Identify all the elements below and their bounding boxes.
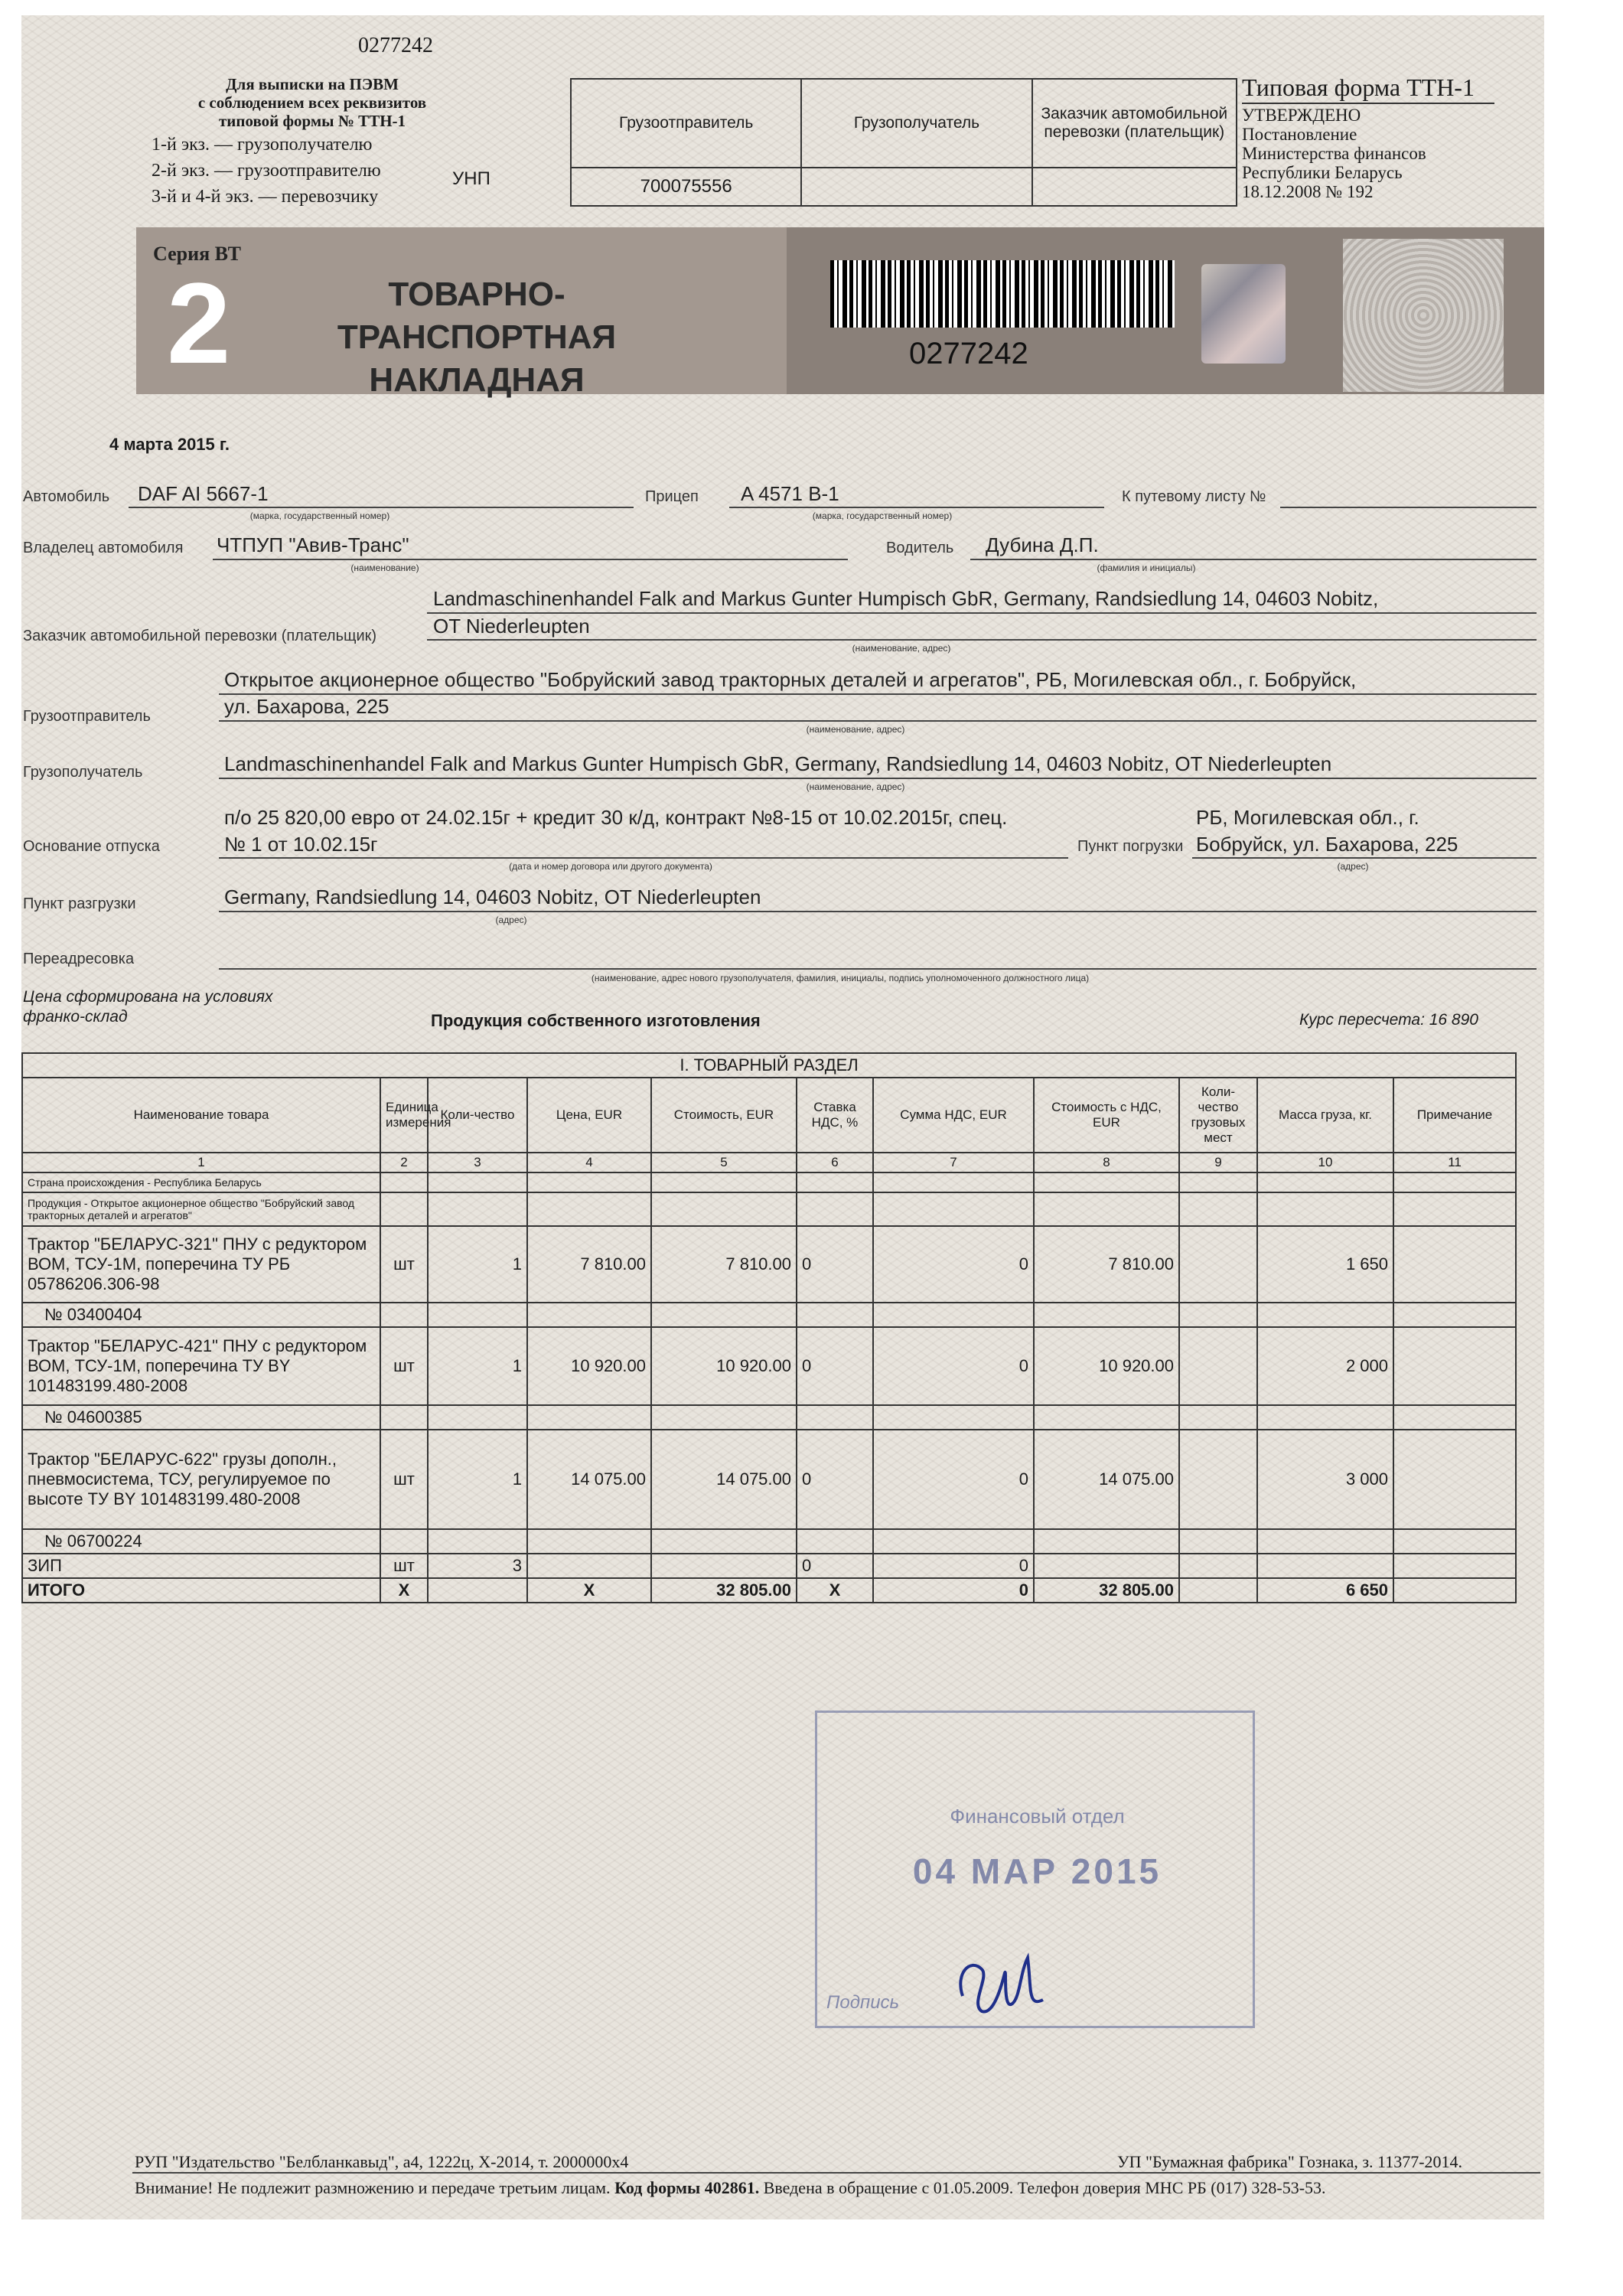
stamp-date: 04 МАР 2015	[912, 1851, 1162, 1891]
total-vat-rate: Х	[797, 1578, 873, 1603]
copy-line: 3-й и 4-й экз. — перевозчику	[152, 187, 379, 207]
approved-line: УТВЕРЖДЕНО	[1242, 106, 1361, 125]
col-number: 8	[1034, 1153, 1179, 1172]
exchange-rate: Курс пересчета: 16 890	[1299, 1011, 1478, 1029]
item-cost: 14 075.00	[651, 1430, 797, 1529]
table-row	[22, 1327, 1516, 1405]
total-vat-sum: 0	[873, 1578, 1034, 1603]
item-mass: 3 000	[1257, 1430, 1393, 1529]
readdress-underline	[219, 968, 1537, 970]
pc-note-line: с соблюдением всех реквизитов	[197, 93, 427, 112]
item-vat-rate: 0	[797, 1226, 873, 1303]
total-row	[22, 1578, 1516, 1603]
driver-underline	[970, 559, 1537, 560]
producer-note: Продукция - Открытое акционерное общество "Бобруйский завод тракторных деталей и агрегатов"	[22, 1192, 380, 1226]
col-header-places: Коли-чество грузовых мест	[1179, 1078, 1257, 1153]
col-number: 11	[1393, 1153, 1516, 1172]
top-form-number: 0277242	[358, 34, 433, 57]
col-number: 2	[380, 1153, 428, 1172]
item-qty: 1	[428, 1430, 527, 1529]
consignee-label: Грузополучатель	[23, 764, 143, 781]
driver-caption: (фамилия и инициалы)	[1097, 563, 1196, 573]
table-row	[22, 1430, 1516, 1529]
item-places	[1179, 1430, 1257, 1529]
item-total: 14 075.00	[1034, 1430, 1179, 1529]
waybill-underline	[1280, 507, 1537, 508]
driver-label: Водитель	[886, 540, 954, 556]
finance-stamp	[815, 1711, 1255, 2028]
col-header-name: Наименование товара	[22, 1078, 380, 1153]
price-terms	[23, 987, 273, 1027]
total-price: Х	[527, 1578, 651, 1603]
item-vat-sum: 0	[873, 1327, 1034, 1405]
goods-table	[21, 1052, 1517, 1603]
item-vat-sum: 0	[873, 1226, 1034, 1303]
unp-customer	[1032, 168, 1237, 206]
owner-label: Владелец автомобиля	[23, 540, 184, 556]
item-unit: шт	[380, 1226, 428, 1303]
car-caption: (марка, государственный номер)	[249, 510, 390, 521]
unloading-caption: (адрес)	[495, 915, 527, 925]
item-cost: 10 920.00	[651, 1327, 797, 1405]
item-places	[1179, 1327, 1257, 1405]
item-total: 7 810.00	[1034, 1226, 1179, 1303]
driver-value: Дубина Д.П.	[986, 533, 1099, 556]
origin-note: Страна происхождения - Республика Беларусь	[22, 1172, 380, 1192]
basis-caption: (дата и номер договора или другого документа)	[509, 861, 712, 872]
readdress-label: Переадресовка	[23, 951, 135, 967]
owner-underline	[213, 559, 848, 560]
col-number: 3	[428, 1153, 527, 1172]
item-note	[1393, 1430, 1516, 1529]
item-price: 10 920.00	[527, 1327, 651, 1405]
approved-block	[1242, 106, 1426, 201]
shipper-underline-1	[219, 693, 1537, 695]
customer-caption: (наименование, адрес)	[852, 643, 951, 654]
zip-vat-rate: 0	[797, 1554, 873, 1578]
item-serial: № 06700224	[22, 1529, 380, 1554]
goods-section-title: I. ТОВАРНЫЙ РАЗДЕЛ	[22, 1053, 1516, 1078]
item-vat-rate: 0	[797, 1327, 873, 1405]
item-total: 10 920.00	[1034, 1327, 1179, 1405]
approved-line: Постановление	[1242, 125, 1357, 144]
pc-note-line: типовой формы № ТТН-1	[218, 112, 406, 130]
consignee-caption: (наименование, адрес)	[806, 781, 905, 792]
total-mass: 6 650	[1257, 1578, 1393, 1603]
form-code: Код формы 402861.	[614, 2178, 760, 2197]
table-row	[22, 1303, 1516, 1327]
item-mass: 1 650	[1257, 1226, 1393, 1303]
unp-shipper: 700075556	[571, 168, 801, 206]
unloading-underline	[219, 911, 1537, 912]
trailer-caption: (марка, государственный номер)	[812, 510, 953, 521]
col-header-mass: Масса груза, кг.	[1257, 1078, 1393, 1153]
item-serial: № 04600385	[22, 1405, 380, 1430]
series-label: Серия ВТ	[153, 243, 241, 265]
basis-line-1: п/о 25 820,00 евро от 24.02.15г + кредит 30 к/д, контракт №8-15 от 10.02.2015г, спец.	[224, 806, 1008, 829]
col-header-note: Примечание	[1393, 1078, 1516, 1153]
unloading-value: Germany, Randsiedlung 14, 04603 Nobitz, OT Niederleupten	[224, 885, 761, 908]
loading-caption: (адрес)	[1337, 861, 1369, 872]
form-paper	[21, 15, 1544, 2219]
footer-divider	[132, 2172, 1540, 2174]
barcode	[830, 260, 1175, 328]
warning-text: Внимание! Не подлежит размножению и передаче третьим лицам.	[135, 2178, 615, 2197]
col-header-total: Стоимость с НДС, EUR	[1034, 1078, 1179, 1153]
item-price: 14 075.00	[527, 1430, 651, 1529]
item-qty: 1	[428, 1327, 527, 1405]
item-cost: 7 810.00	[651, 1226, 797, 1303]
footer-warning	[135, 2178, 1326, 2198]
document-title-line: НАКЛАДНАЯ	[369, 361, 585, 399]
zip-unit: шт	[380, 1554, 428, 1578]
trailer-underline	[729, 507, 1104, 508]
car-label: Автомобиль	[23, 488, 110, 505]
col-number: 4	[527, 1153, 651, 1172]
item-note	[1393, 1226, 1516, 1303]
hologram	[1201, 264, 1286, 364]
col-number: 1	[22, 1153, 380, 1172]
document-title	[262, 273, 691, 402]
table-row	[22, 1529, 1516, 1554]
total-cost: 32 805.00	[651, 1578, 797, 1603]
col-number: 5	[651, 1153, 797, 1172]
shipper-label: Грузоотправитель	[23, 708, 151, 725]
loading-underline	[1192, 857, 1537, 859]
trailer-value: A 4571 B-1	[741, 482, 839, 505]
customer-line-1: Landmaschinenhandel Falk and Markus Gunter Humpisch GbR, Germany, Randsiedlung 14, 04603 Nobitz,	[433, 587, 1379, 610]
item-vat-sum: 0	[873, 1430, 1034, 1529]
car-underline	[129, 507, 634, 508]
unp-label: УНП	[452, 168, 490, 189]
stamp-department: Финансовый отдел	[950, 1805, 1125, 1828]
document-title-line: ТОВАРНО-ТРАНСПОРТНАЯ	[337, 276, 617, 356]
price-terms-line: франко-склад	[23, 1008, 128, 1026]
security-pattern	[1343, 239, 1504, 392]
total-label: ИТОГО	[22, 1578, 380, 1603]
publisher-note: РУП "Издательство "Белбланкавыд", а4, 1222ц, Х-2014, т. 2000000х4	[135, 2152, 629, 2171]
production-note: Продукция собственного изготовления	[431, 1011, 761, 1030]
col-number: 9	[1179, 1153, 1257, 1172]
item-mass: 2 000	[1257, 1327, 1393, 1405]
barcode-number: 0277242	[909, 337, 1028, 370]
parties-table	[570, 78, 1237, 207]
col-header-qty: Коли-чество	[428, 1078, 527, 1153]
stamp-signature-label: Подпись	[826, 1992, 900, 2013]
item-name: Трактор "БЕЛАРУС-421" ПНУ с редуктором ВОМ, ТСУ-1М, поперечина ТУ BY 101483199.480-2008	[22, 1327, 380, 1405]
col-header-unit: Единица измерения	[380, 1078, 428, 1153]
item-unit: шт	[380, 1430, 428, 1529]
typical-form-underline	[1242, 103, 1494, 104]
car-value: DAF AI 5667-1	[138, 482, 269, 505]
warning-text-end: Введена в обращение с 01.05.2009. Телефон доверия МНС РБ (017) 328-53-53.	[759, 2178, 1326, 2197]
col-number: 10	[1257, 1153, 1393, 1172]
basis-underline	[219, 857, 1068, 859]
pc-note	[152, 75, 473, 130]
table-row	[22, 1226, 1516, 1303]
paper-mill-note: УП "Бумажная фабрика" Гознака, з. 11377-2014.	[1117, 2152, 1463, 2171]
header-shipper: Грузоотправитель	[571, 79, 801, 168]
zip-qty: 3	[428, 1554, 527, 1578]
unp-consignee	[801, 168, 1031, 206]
handwritten-signature	[947, 1942, 1062, 2027]
approved-line: 18.12.2008 № 192	[1242, 182, 1374, 201]
item-serial: № 03400404	[22, 1303, 380, 1327]
document-date: 4 марта 2015 г.	[109, 435, 230, 454]
customer-underline-1	[427, 612, 1537, 614]
copies-list	[152, 132, 381, 210]
col-number: 6	[797, 1153, 873, 1172]
shipper-line-1: Открытое акционерное общество "Бобруйский завод тракторных деталей и агрегатов", РБ, Могилевская обл., г. Бобруйск,	[224, 668, 1357, 691]
col-header-vat-rate: Ставка НДС, %	[797, 1078, 873, 1153]
item-places	[1179, 1226, 1257, 1303]
trailer-label: Прицеп	[645, 488, 699, 505]
total-with-vat: 32 805.00	[1034, 1578, 1179, 1603]
copy-number: 2	[167, 259, 231, 387]
item-name: Трактор "БЕЛАРУС-622" грузы дополн., пневмосистема, ТСУ, регулируемое по высоте ТУ BY 101483199.480-2008	[22, 1430, 380, 1529]
loading-line-1: РБ, Могилевская обл., г.	[1196, 806, 1419, 829]
owner-value: ЧТПУП "Авив-Транс"	[217, 533, 409, 556]
price-terms-line: Цена сформирована на условиях	[23, 988, 273, 1006]
unloading-label: Пункт разгрузки	[23, 895, 136, 912]
customer-line-2: OT Niederleupten	[433, 615, 590, 638]
item-qty: 1	[428, 1226, 527, 1303]
header-consignee: Грузополучатель	[801, 79, 1031, 168]
table-row	[22, 1554, 1516, 1578]
item-price: 7 810.00	[527, 1226, 651, 1303]
typical-form-title: Типовая форма ТТН-1	[1242, 73, 1475, 101]
customer-underline-2	[427, 639, 1537, 641]
basis-line-2: № 1 от 10.02.15г	[224, 833, 378, 856]
item-note	[1393, 1327, 1516, 1405]
consignee-value: Landmaschinenhandel Falk and Markus Gunter Humpisch GbR, Germany, Randsiedlung 14, 04603 Nobitz, OT Niederleupten	[224, 752, 1332, 775]
table-row	[22, 1405, 1516, 1430]
col-number: 7	[873, 1153, 1034, 1172]
loading-line-2: Бобруйск, ул. Бахарова, 225	[1196, 833, 1458, 856]
col-header-price: Цена, EUR	[527, 1078, 651, 1153]
customer-label: Заказчик автомобильной перевозки (плательщик)	[23, 628, 377, 644]
loading-label: Пункт погрузки	[1077, 838, 1184, 855]
zip-vat-sum: 0	[873, 1554, 1034, 1578]
consignee-underline	[219, 778, 1537, 779]
zip-name: ЗИП	[22, 1554, 380, 1578]
waybill-label: К путевому листу №	[1122, 488, 1266, 505]
readdress-caption: (наименование, адрес нового грузополучателя, фамилия, инициалы, подпись уполномоченного должностного лица)	[591, 973, 1090, 983]
approved-line: Министерства финансов	[1242, 144, 1426, 163]
shipper-line-2: ул. Бахарова, 225	[224, 695, 389, 718]
item-vat-rate: 0	[797, 1430, 873, 1529]
shipper-underline-2	[219, 720, 1537, 722]
basis-label: Основание отпуска	[23, 838, 160, 855]
copy-line: 2-й экз. — грузоотправителю	[152, 161, 381, 181]
item-name: Трактор "БЕЛАРУС-321" ПНУ с редуктором ВОМ, ТСУ-1М, поперечина ТУ РБ 05786206.306-98	[22, 1226, 380, 1303]
header-customer: Заказчик автомобильной перевозки (плательщик)	[1032, 79, 1237, 168]
copy-line: 1-й экз. — грузополучателю	[152, 135, 373, 155]
col-header-vat-sum: Сумма НДС, EUR	[873, 1078, 1034, 1153]
total-unit: Х	[380, 1578, 428, 1603]
shipper-caption: (наименование, адрес)	[806, 724, 905, 735]
col-header-cost: Стоимость, EUR	[651, 1078, 797, 1153]
approved-line: Республики Беларусь	[1242, 163, 1403, 182]
owner-caption: (наименование)	[350, 563, 419, 573]
item-unit: шт	[380, 1327, 428, 1405]
pc-note-line: Для выписки на ПЭВМ	[226, 75, 399, 93]
